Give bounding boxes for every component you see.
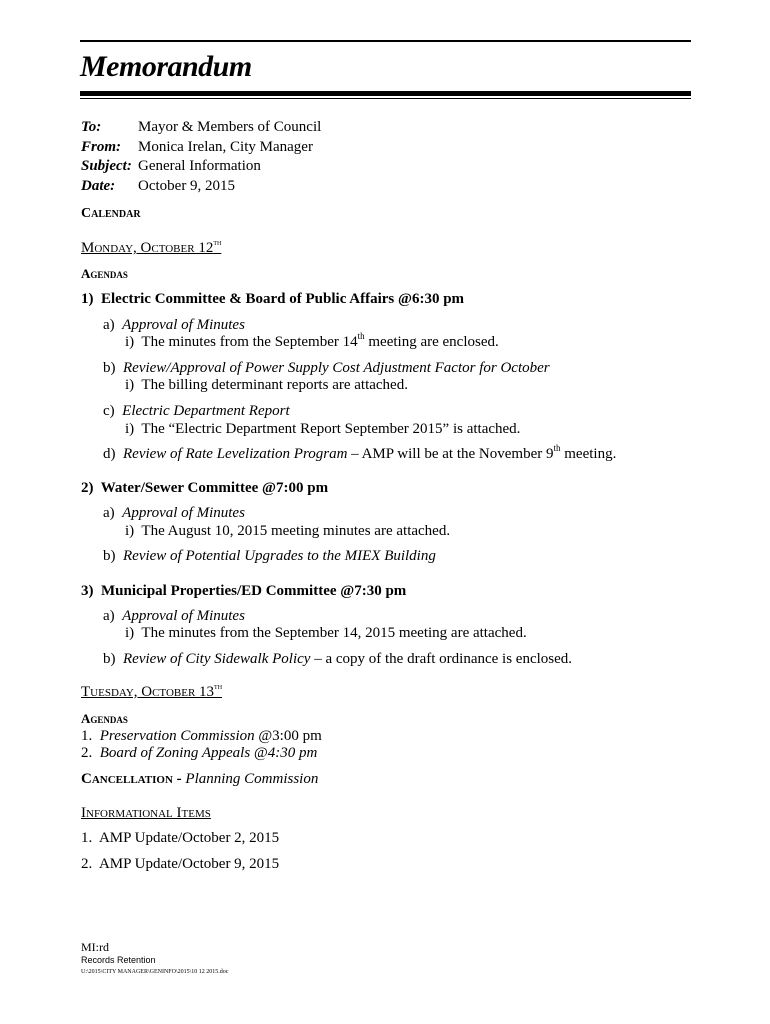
cancellation-text: Planning Commission [181,771,319,787]
subitem-text: Review of Rate Levelization Program [123,446,348,462]
detail-text: The August 10, 2015 meeting minutes are attached. [141,523,451,539]
title-rule-thick [80,91,691,96]
cancellation-line [81,771,318,788]
detail-sup: th [357,331,365,341]
header-value: Monica Irelan, City Manager [138,138,313,155]
monday-heading-text: Monday, October 12 [81,240,214,256]
detail-tail: meeting are enclosed. [364,334,499,350]
subitem-2b [103,548,436,565]
informational-item-2 [81,856,279,873]
subitem-letter: b) [103,360,116,376]
detail-3a [125,625,527,642]
subitem-text: Review of Potential Upgrades to the MIEX Building [123,548,436,564]
item-number: 3) [81,583,94,599]
title-rule-thin [80,98,691,99]
informational-item-1 [81,830,279,847]
detail-number: i) [125,334,135,350]
footer-file-path: U:\2015\CITY MANAGER\GENINFO\2015\10 12 2015.doc [81,969,229,975]
subitem-1b [103,360,550,377]
header-date [81,177,321,197]
header-label: Date: [81,177,116,194]
detail-text: The minutes from the September 14, 2015 meeting are attached. [141,625,527,641]
subitem-letter: b) [103,651,116,667]
subitem-letter: b) [103,548,116,564]
subitem-1d [103,443,617,463]
item-number: 2. [81,745,93,761]
monday-heading [81,237,222,257]
tuesday-heading-text: Tuesday, October 13 [81,684,215,700]
detail-number: i) [125,421,135,437]
cancellation-label: Cancellation - [81,771,182,787]
item-number: 2) [81,480,94,496]
subitem-3a [103,608,245,625]
subitem-letter: a) [103,317,115,333]
subitem-letter: d) [103,446,116,462]
tuesday-agendas-label: Agendas [81,711,128,726]
item-text: Board of Zoning Appeals @4:30 pm [99,745,318,761]
item-number: 2. [81,856,93,872]
subitem-sup: th [553,443,561,453]
subitem-1a [103,317,245,334]
header-label: Subject: [81,158,132,174]
informational-heading: Informational Items [81,805,211,821]
calendar-heading: Calendar [81,206,141,221]
tuesday-heading-sup: th [214,681,223,691]
tuesday-item-1 [81,728,322,745]
item-text: AMP Update/October 2, 2015 [98,830,280,846]
subitem-text: Review/Approval of Power Supply Cost Adjustment Factor for October [123,360,550,376]
item-number: 1. [81,830,93,846]
detail-1b [125,377,408,394]
tuesday-item-2 [81,745,317,762]
item-text: Preservation Commission [99,728,255,744]
item-number: 1. [81,728,93,744]
subitem-1c [103,403,290,420]
header-value: Mayor & Members of Council [138,119,322,135]
detail-number: i) [125,377,135,393]
footer-initials: MI:rd [81,940,109,954]
header-label: To: [81,119,102,135]
header-from [81,138,321,158]
footer-retention: Records Retention [81,955,156,965]
subitem-letter: c) [103,403,115,419]
subitem-text: Review of City Sidewalk Policy [123,651,311,667]
subitem-2a [103,505,245,522]
subitem-letter: a) [103,505,115,521]
item-title: Municipal Properties/ED Committee @7:30 pm [101,583,407,599]
subitem-rest: – AMP will be at the November 9 [347,446,554,462]
subitem-text: Approval of Minutes [122,608,245,624]
memo-title: Memorandum [80,50,252,83]
detail-text: The minutes from the September 14 [141,334,358,350]
subitem-rest: – a copy of the draft ordinance is enclosed. [310,651,573,667]
header-value: October 9, 2015 [138,177,236,194]
monday-heading-sup: th [213,237,222,247]
header-subject [81,157,321,177]
subitem-3b [103,651,572,668]
subitem-text: Approval of Minutes [122,505,245,521]
header-label: From: [81,138,122,155]
subitem-text: Approval of Minutes [122,317,245,333]
subitem-tail: meeting. [560,446,617,462]
detail-text: The “Electric Department Report September 2015” is attached. [141,421,521,437]
item-title: Water/Sewer Committee @7:00 pm [100,480,329,496]
header-to [81,118,321,138]
detail-number: i) [125,625,135,641]
subitem-letter: a) [103,608,115,624]
agenda-item-2 [81,480,328,497]
memo-header [81,118,321,196]
item-text: AMP Update/October 9, 2015 [98,856,280,872]
item-rest: @3:00 pm [254,728,322,744]
tuesday-heading [81,681,223,701]
agenda-item-3 [81,583,406,600]
monday-agendas-label: Agendas [81,266,128,281]
item-number: 1) [81,291,94,307]
detail-number: i) [125,523,135,539]
detail-1a [125,331,499,351]
top-rule [80,40,691,42]
detail-text: The billing determinant reports are attached. [141,377,408,393]
detail-2a [125,523,450,540]
agenda-item-1 [81,291,464,308]
header-value: General Information [138,158,261,174]
detail-1c [125,421,520,438]
item-title: Electric Committee & Board of Public Affairs @6:30 pm [101,291,465,307]
subitem-text: Electric Department Report [122,403,290,419]
